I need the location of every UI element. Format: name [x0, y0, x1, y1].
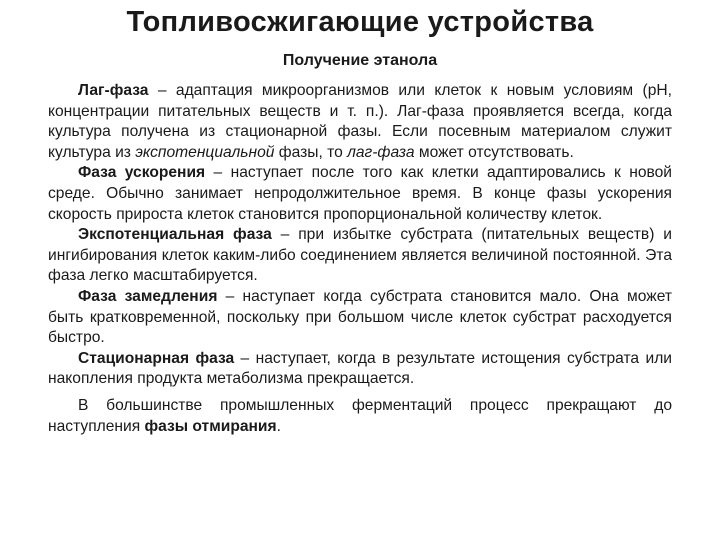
paragraph-conclusion — [48, 396, 672, 437]
page-subtitle: Получение этанола — [282, 52, 438, 69]
term-deceleration-phase: Фаза замедления — [78, 287, 218, 305]
paragraph-deceleration-phase — [48, 287, 672, 349]
paragraph-stationary-phase — [48, 349, 672, 390]
term-death-phase: фазы отмирания — [144, 417, 277, 435]
stationary-text: – наступает, когда в результате истощения субстрата или накопления продукта метаболизма прекращается. — [48, 349, 673, 388]
lag-italic-2: лаг-фаза — [347, 143, 415, 161]
conclusion-text: В большинстве промышленных ферментаций процесс прекращают до наступления — [48, 396, 672, 435]
paragraph-lag-phase — [48, 81, 672, 163]
lag-italic-1: экспотенциальной — [135, 143, 275, 161]
term-acceleration-phase: Фаза ускорения — [78, 164, 206, 182]
deceleration-text: – наступает когда субстрата становится мало. Она может быть кратковременной, поскольку при большом числе клеток субстрат расходуется быстро. — [48, 287, 672, 347]
term-lag-phase: Лаг-фаза — [78, 82, 149, 99]
term-exponential-phase: Экспотенциальная фаза — [78, 226, 272, 244]
body-text — [48, 81, 672, 437]
conclusion-end: . — [276, 417, 281, 435]
acceleration-text: – наступает после того как клетки адаптировались к новой среде. Обычно занимает непродолжительное время. В конце фазы ускорения скорость прироста клеток становится пропорциональной количеству клеток. — [48, 164, 672, 223]
term-stationary-phase: Стационарная фаза — [78, 349, 235, 367]
lag-text-2: фазы, то — [274, 143, 348, 161]
page-title: Топливосжигающие устройства — [126, 6, 594, 38]
paragraph-exponential-phase — [48, 225, 672, 287]
exponential-text: – при избытке субстрата (питательных веществ) и ингибирования клеток каким-либо соединением является величиной постоянной. Эта фаза легко масштабируется. — [48, 226, 672, 285]
lag-text-3: может отсутствовать. — [414, 143, 574, 161]
paragraph-acceleration-phase — [48, 163, 672, 225]
lag-text-1: – адаптация микроорганизмов или клеток к новым условиям (рН, концентрации питательных веществ и т. п.). Лаг-фаза проявляется всегда, когда культура получена из стационарной фазы. Если посевным материалом служит культура из — [48, 82, 672, 161]
